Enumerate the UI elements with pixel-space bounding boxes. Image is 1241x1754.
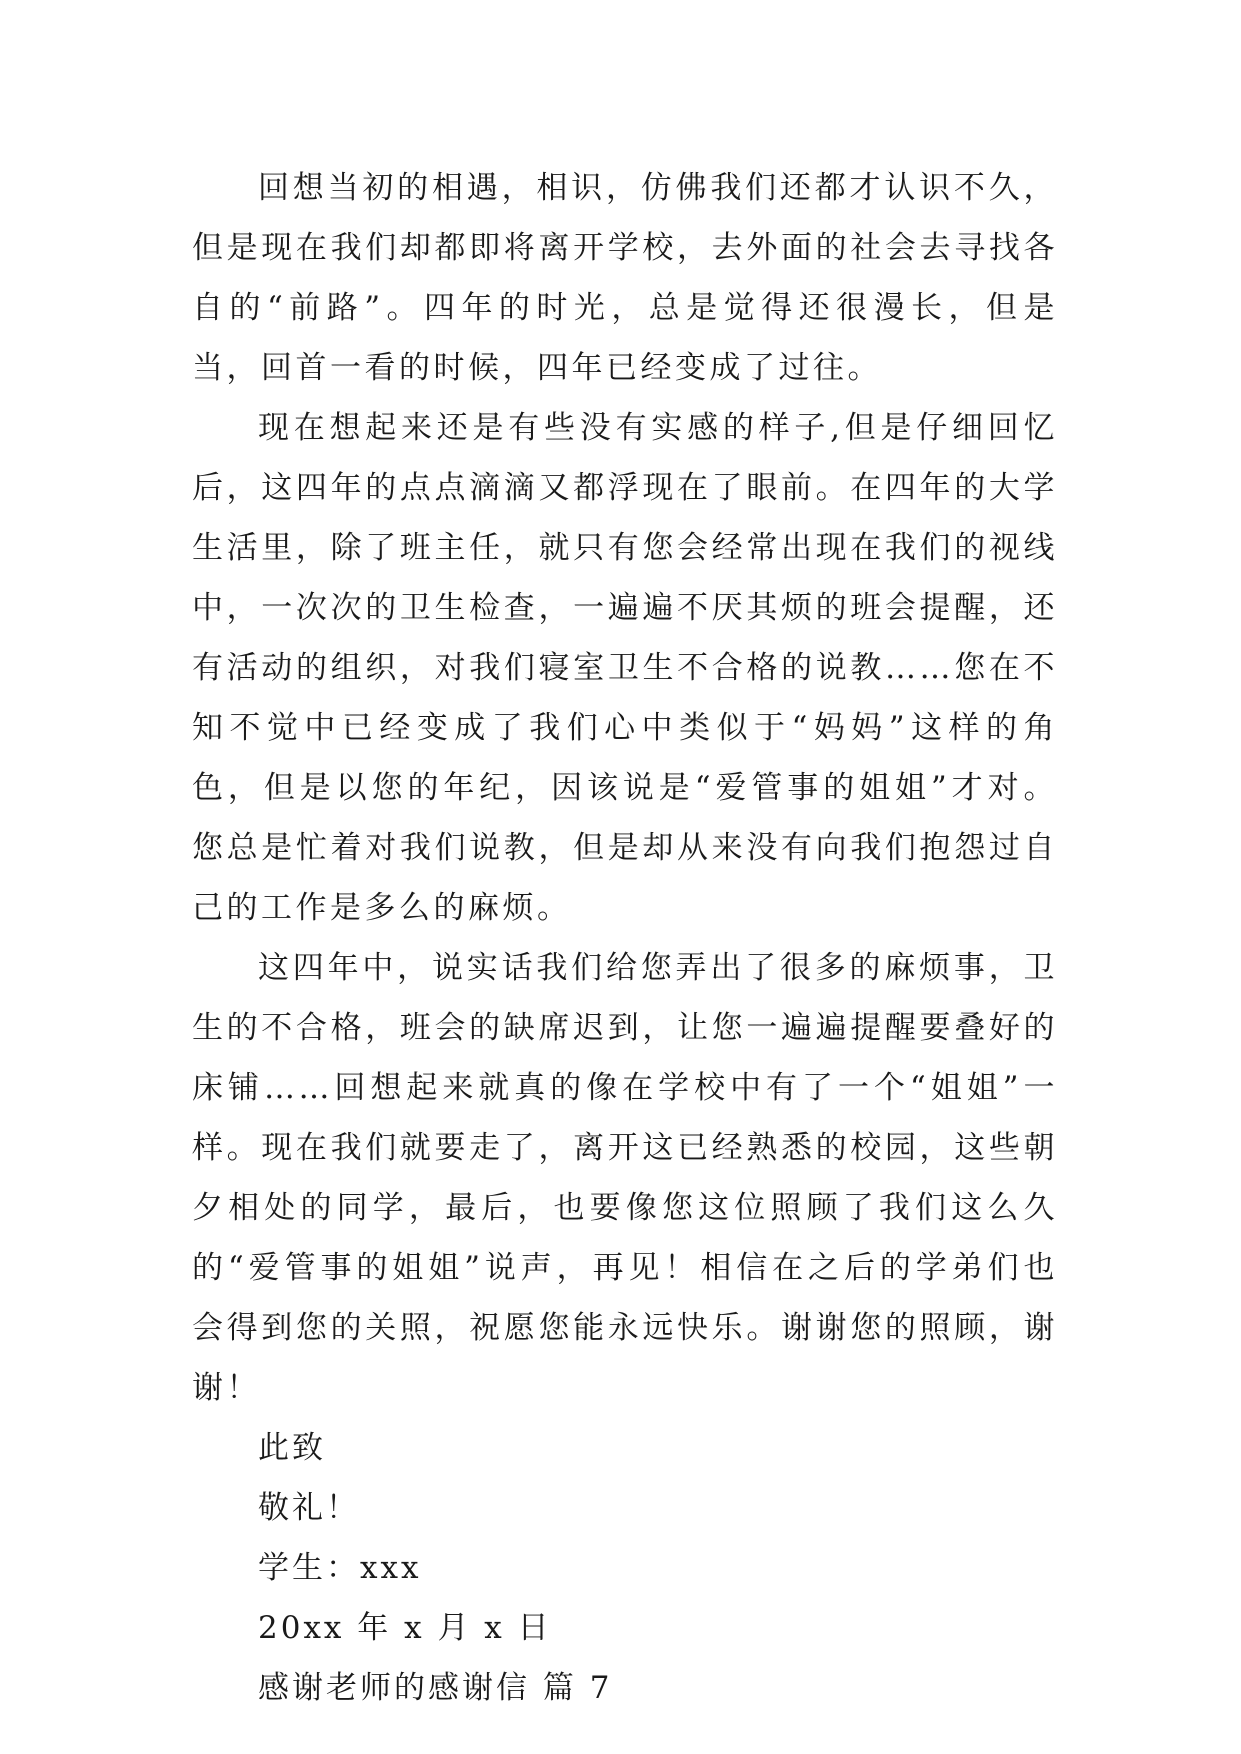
paragraph-1: 回想当初的相遇，相识，仿佛我们还都才认识不久，但是现在我们却都即将离开学校，去外面的社会去寻找各自的“前路”。四年的时光，总是觉得还很漫长，但是当，回首一看的时候，四年已经变成了过往。 [192,170,1058,386]
salutation-line-1: 此致 [258,1430,326,1466]
paragraph-2: 现在想起来还是有些没有实感的样子,但是仔细回忆后，这四年的点点滴滴又都浮现在了眼前。在四年的大学生活里，除了班主任，就只有您会经常出现在我们的视线中，一次次的卫生检查，一遍遍不厌其烦的班会提醒，还有活动的组织，对我们寝室卫生不合格的说教……您在不知不觉中已经变成了我们心中类似于“妈妈”这样的角色，但是以您的年纪，因该说是“爱管事的姐姐”才对。您总是忙着对我们说教，但是却从来没有向我们抱怨过自己的工作是多么的麻烦。 [192,410,1058,926]
letter-body [192,158,1058,1718]
next-article-title: 感谢老师的感谢信 篇 7 [258,1670,613,1706]
salutation-line-2: 敬礼！ [258,1490,360,1526]
signature: 学生：xxx [258,1550,422,1586]
date: 20xx 年 x 月 x 日 [258,1610,552,1646]
paragraph-3: 这四年中，说实话我们给您弄出了很多的麻烦事，卫生的不合格，班会的缺席迟到，让您一遍遍提醒要叠好的床铺……回想起来就真的像在学校中有了一个“姐姐”一样。现在我们就要走了，离开这已经熟悉的校园，这些朝夕相处的同学，最后，也要像您这位照顾了我们这么久的“爱管事的姐姐”说声，再见！相信在之后的学弟们也会得到您的关照，祝愿您能永远快乐。谢谢您的照顾，谢谢！ [192,950,1058,1406]
